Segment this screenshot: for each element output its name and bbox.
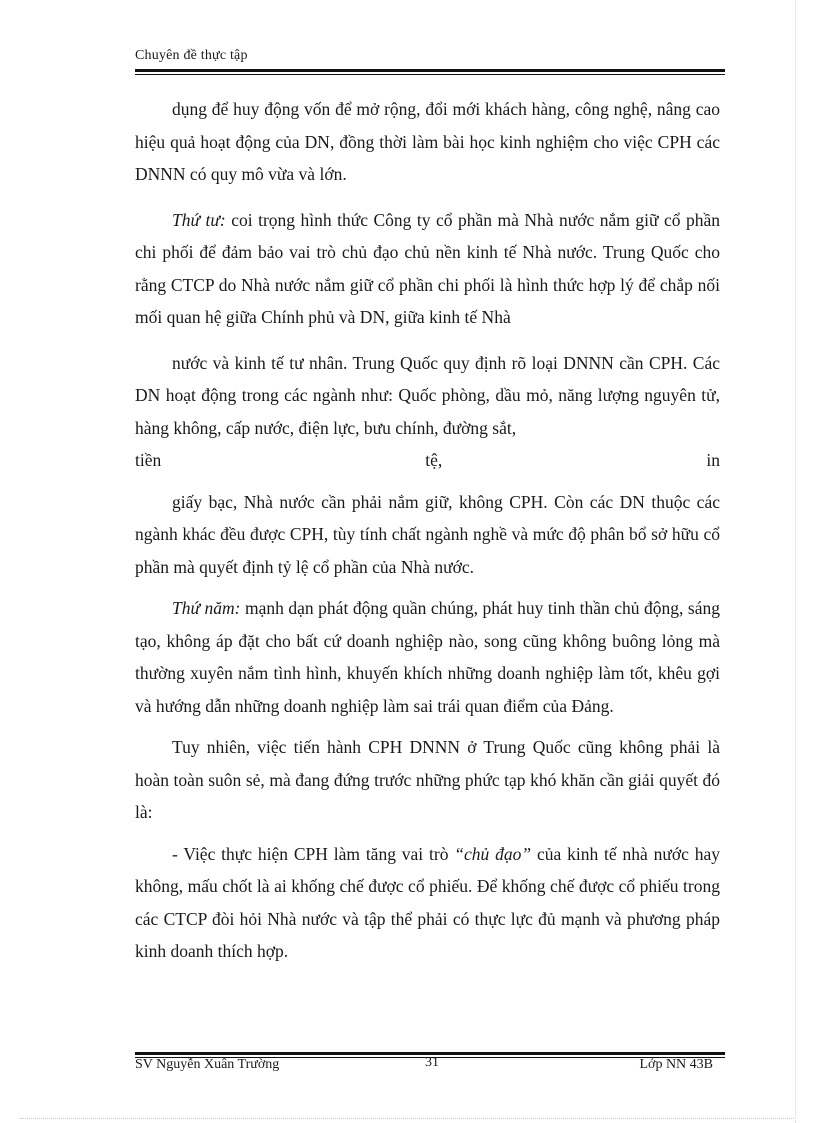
spread-word-2: tệ, [425, 450, 443, 470]
document-body [135, 93, 720, 968]
page-edge-bottom [20, 1118, 796, 1119]
paragraph-5: Thứ năm: mạnh dạn phát động quần chúng, phát huy tinh thần chủ động, sáng tạo, không áp đặt cho bất cứ doanh nghiệp nào, song cũng không buông lỏng mà thường xuyên nắm tình hình, khuyến khích những doanh nghiệp làm tốt, khêu gợi và hướng dẫn những doanh nghiệp làm sai trái quan điểm của Đảng. [135, 598, 721, 716]
footer-student: SV Nguyễn Xuân Trường [135, 1057, 280, 1072]
header-rule [135, 69, 725, 75]
paragraph-4: giấy bạc, Nhà nước cần phải nắm giữ, không CPH. Còn các DN thuộc các ngành khác đều được CPH, tùy tính chất ngành nghề và mức độ phân bổ sở hữu cổ phần mà quyết định tỷ lệ cổ phần của Nhà nước. [135, 491, 720, 577]
paragraph-7: - Việc thực hiện CPH làm tăng vai trò “chủ đạo” của kinh tế nhà nước hay không, mấu chốt là ai khống chế được cổ phiếu. Để khống chế được cổ phiếu trong các CTCP đòi hỏi Nhà nước và tập thể phải có thực lực đủ mạnh và phương pháp kinh doanh thích hợp. [135, 843, 720, 961]
footer-page-number: 31 [425, 1055, 439, 1070]
header-title: Chuyên đề thực tập [135, 48, 248, 63]
paragraph-2-lead: Thứ tư: [172, 209, 226, 230]
paragraph-3: nước và kinh tế tư nhân. Trung Quốc quy định rõ loại DNNN cần CPH. Các DN hoạt động trong các ngành như: Quốc phòng, dầu mỏ, năng lượng nguyên tử, hàng không, cấp nước, điện lực, bưu chính, đường sắt, [135, 352, 720, 438]
spread-word-3: in [706, 450, 720, 470]
paragraph-5-lead: Thứ năm: [172, 598, 241, 618]
spread-word-1: tiền [135, 450, 162, 470]
quote-chu-dao: “chủ đạo” [454, 843, 532, 864]
paragraph-6: Tuy nhiên, việc tiến hành CPH DNNN ở Trung Quốc cũng không phải là hoàn toàn suôn sẻ, mà đang đứng trước những phức tạp khó khăn cần giải quyết đó là: [135, 737, 720, 822]
paragraph-2: Thứ tư: coi trọng hình thức Công ty cổ phần mà Nhà nước nắm giữ cổ phần chi phối để đảm bảo vai trò chủ đạo chủ nền kinh tế Nhà nước. Trung Quốc cho rằng CTCP do Nhà nước nắm giữ cổ phần chi phối là hình thức hợp lý để chắp nối mối quan hệ giữa Chính phủ và DN, giữa kinh tế Nhà [135, 209, 720, 327]
spread-line [135, 444, 720, 477]
footer-class: Lớp NN 43B [639, 1057, 713, 1072]
page-header [135, 48, 725, 64]
page-edge-right [795, 0, 796, 1123]
paragraph-1: dụng để huy động vốn để mở rộng, đổi mới khách hàng, công nghệ, nâng cao hiệu quả hoạt động của DN, đồng thời làm bài học kinh nghiệm cho việc CPH các DNNN có quy mô vừa và lớn. [135, 99, 720, 184]
page-footer [135, 1057, 725, 1079]
